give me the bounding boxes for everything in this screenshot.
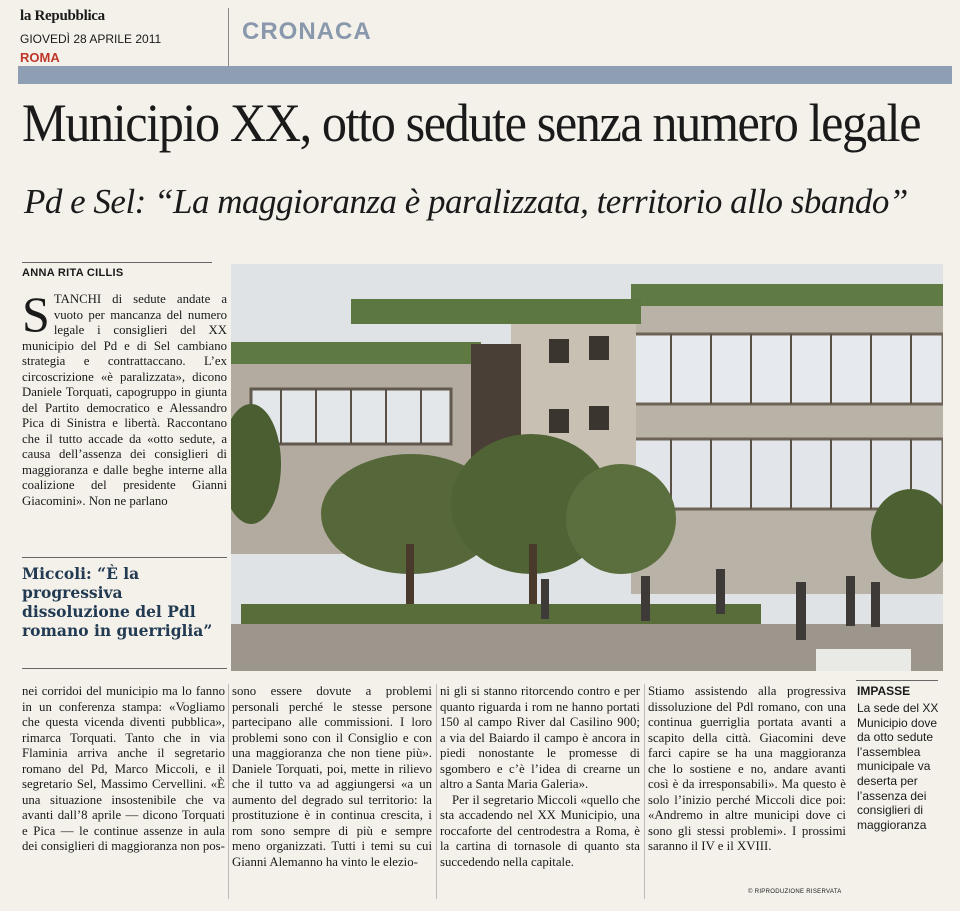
body-column-4: Stiamo assistendo alla progressiva dissoluzione del Pdl romano, con una continua guerriglia portata avanti a scapito della città. Giacomini deve farci capire se ha una maggioranza che lo sostiene e no, andare avanti così è da irresponsabili». Ma questo è solo l’inizio perché Miccoli dice poi: «Andremo in altre municipi dove ci sono gli stessi problemi». I prossimi saranno il IV e il XVIII. xyxy=(648,684,846,853)
copyright-notice: © RIPRODUZIONE RISERVATA xyxy=(748,889,842,895)
body-column-3-paragraph-2: Per il segretario Miccoli «quello che sta accadendo nel XX Municipio, una roccaforte del centrodestra a Roma, è la cartina di tornasole di quanto sta succedendo nella capitale. xyxy=(440,792,640,869)
section-band xyxy=(18,66,952,84)
building-illustration xyxy=(231,264,943,671)
byline: ANNA RITA CILLIS xyxy=(22,267,124,279)
masthead-divider xyxy=(228,8,229,66)
column-divider xyxy=(228,684,229,899)
masthead xyxy=(0,0,960,70)
pullquote-rule-bottom xyxy=(22,668,227,669)
drop-cap: S xyxy=(22,286,50,342)
lead-paragraph xyxy=(22,286,227,509)
body-column-2: sono essere dovute a problemi personali perché le stesse persone partecipano alle commissioni. I loro problemi sono con il Consiglio e con una maggioranza che non tiene più». Daniele Torquati, poi, mette in rilievo che il tutto va ad aggiungersi «a un aumento del degrado sul territorio: la prostituzione è in continua crescita, i rom sono sempre di più e sempre meno organizzati. Tutti i temi su cui Gianni Alemanno ha vinto le elezio- xyxy=(232,684,432,869)
sidebar-caption: La sede del XX Municipio dove da otto sedute l’assemblea municipale va deserta per l’assenza dei consiglieri di maggioranza xyxy=(857,701,939,832)
body-column-1: nei corridoi del municipio ma lo fanno in un conferenza stampa: «Vogliamo che questa vicenda diventi pubblica», rimarca Torquati. Tanto che in via Flaminia arriva anche il segretario romano del Pd, Marco Miccoli, e il segretario Sel, Massimo Cervellini. «È una situazione insostenibile che va avanti dall’8 aprile — dicono Torquati e Pica — le continue assenze in aula dei consiglieri di maggioranza non pos- xyxy=(22,684,225,853)
column-divider xyxy=(436,684,437,899)
sidebar-title: IMPASSE xyxy=(857,684,911,698)
city-label: ROMA xyxy=(20,50,60,65)
pull-quote: Miccoli: “È la progressiva dissoluzione del Pdl romano in guerriglia” xyxy=(22,564,213,640)
body-column-3 xyxy=(440,684,640,870)
building-photo xyxy=(231,264,943,671)
headline: Municipio XX, otto sedute senza numero legale xyxy=(22,93,921,153)
byline-rule xyxy=(22,262,212,263)
body-column-3-paragraph-1: ni gli si stanno ritorcendo contro e per quanto riguarda i rom ne hanno portati 150 al campo River dal Casilino 900; a via del Baiardo il campo è ancora in piedi nonostante le promesse di sgombero e c’è l’idea di crearne un altro a Santa Maria Galeria». xyxy=(440,684,640,791)
column-divider xyxy=(644,684,645,899)
pullquote-rule-top xyxy=(22,557,227,558)
issue-date: GIOVEDÌ 28 APRILE 2011 xyxy=(20,32,162,46)
sidebar-rule xyxy=(856,680,938,681)
lead-text: TANCHI di sedute andate a vuoto per mancanza del numero legale i consiglieri del XX municipio del Pd e di Sel cambiano strategia e contrattaccano. L’ex circoscrizione «è paralizzata», dicono Daniele Torquati, capogruppo in giunta del Partito democratico e Alessandro Pica di Sinistra e libertà. Raccontano che il tutto accade da «otto sedute, a causa dell’assenza dei consiglieri di maggioranza e dalle beghe interne alla coalizione del presidente Gianni Giacomini». Non ne parlano xyxy=(22,292,227,508)
section-title: CRONACA xyxy=(242,18,372,45)
subheadline: Pd e Sel: “La maggioranza è paralizzata, territorio allo sbando” xyxy=(24,182,908,221)
newspaper-brand: la Repubblica xyxy=(20,8,105,24)
